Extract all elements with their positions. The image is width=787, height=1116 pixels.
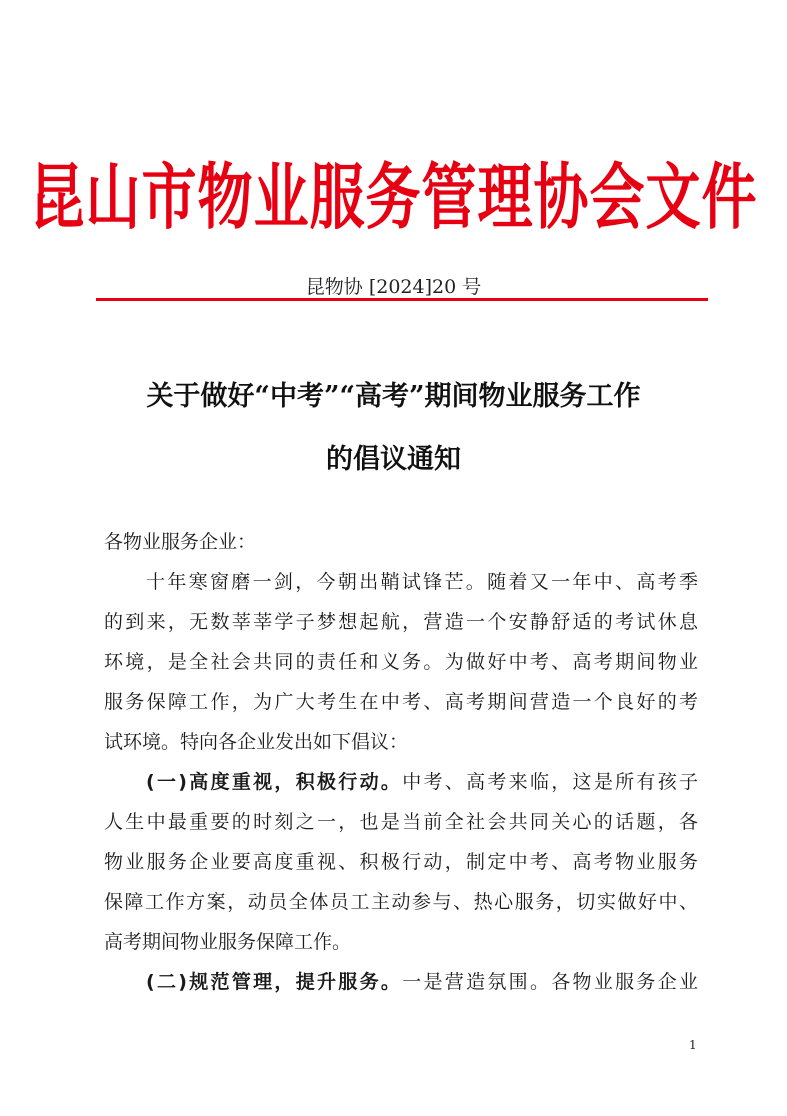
- notice-title-line-2: 的倡议通知: [326, 444, 461, 475]
- body-line: 高考期间物业服务保障工作。: [104, 931, 352, 953]
- section-2-first-line: [146, 967, 698, 994]
- body-line: 人生中最重要的时刻之一，也是当前全社会共同关心的话题，各: [104, 811, 698, 833]
- body-line: 十年寒窗磨一剑，今朝出鞘试锋芒。随着又一年中、高考季: [146, 571, 698, 593]
- section-1-text: 中考、高考来临，这是所有孩子: [402, 771, 698, 793]
- notice-title-line-1: 关于做好“中考”“高考”期间物业服务工作: [146, 381, 641, 412]
- body-line: 保障工作方案，动员全体员工主动参与、热心服务，切实做好中、: [104, 891, 698, 913]
- section-1-heading: (一)高度重视，积极行动。: [146, 771, 403, 793]
- body-line: 环境，是全社会共同的责任和义务。为做好中考、高考期间物业: [104, 651, 698, 673]
- body-line: 试环境。特向各企业发出如下倡议：: [104, 731, 409, 753]
- document-number: 昆物协 [2024]20 号: [305, 276, 482, 298]
- red-divider-line: [96, 298, 708, 301]
- salutation: 各物业服务企业：: [104, 531, 257, 553]
- body-line: 物业服务企业要高度重视、积极行动，制定中考、高考物业服务: [104, 851, 698, 873]
- body-line: 的到来，无数莘莘学子梦想起航，营造一个安静舒适的考试休息: [104, 611, 698, 633]
- section-2-heading: (二)规范管理，提升服务。: [146, 971, 403, 993]
- masthead-title: 昆山市物业服务管理协会文件: [29, 155, 758, 239]
- section-1-first-line: [146, 767, 698, 794]
- section-2-text: 一是营造氛围。各物业服务企业: [402, 971, 698, 993]
- page-number: 1: [689, 1038, 697, 1052]
- body-line: 服务保障工作，为广大考生在中考、高考期间营造一个良好的考: [104, 691, 698, 713]
